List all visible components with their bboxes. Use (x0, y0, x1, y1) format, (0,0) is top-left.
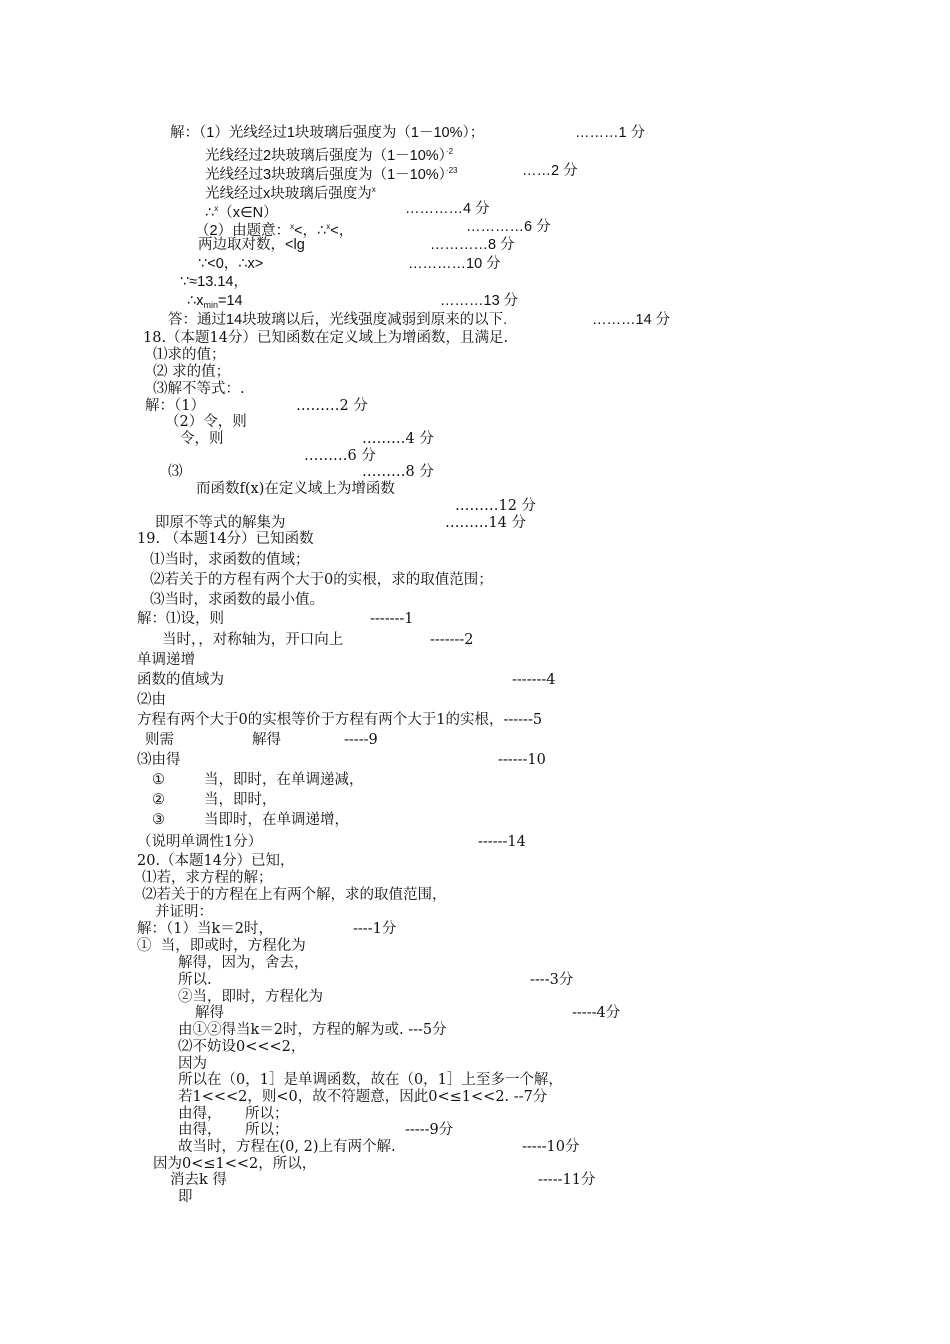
text-line: 由①②得当k＝2时，方程的解为或. ---5分 (178, 1022, 447, 1038)
text-line: 由得， (178, 1106, 222, 1122)
text-line: ⑶当时，求函数的最小值。 (150, 592, 324, 608)
text-line: ⑶解不等式：. (153, 381, 245, 397)
score-marker: -----10分 (522, 1139, 580, 1155)
text-line: 两边取对数，<lg (198, 237, 305, 253)
text-line: 解得，因为，舍去， (178, 955, 309, 971)
text-line: 答：通过14块玻璃以后，光线强度减弱到原来的以下. (168, 312, 508, 328)
text-line: $\therefore x_{min}=14$ (187, 293, 243, 310)
score-marker: …………10 分 (408, 256, 501, 272)
score-marker: ------10 (498, 752, 546, 768)
text-line: 解：（1）光线经过1块玻璃后强度为（1－10%）； (170, 125, 485, 141)
text-line: 函数的值域为 (137, 672, 224, 688)
score-marker: ………14 分 (445, 515, 527, 531)
text-line: ⑶由得 (137, 752, 181, 768)
text-line: 令，则 (180, 431, 224, 447)
text-line: 当即时，在单调递增， (204, 812, 349, 828)
score-marker: -----9分 (405, 1122, 454, 1138)
score-marker: ………13 分 (440, 293, 519, 309)
text-line: ②当，即时，方程化为 (178, 989, 323, 1005)
text-line: 并证明： (155, 904, 213, 920)
text-line: ⑵若关于的方程在上有两个解，求的取值范围， (142, 887, 447, 903)
text-line: 所以. (178, 972, 212, 988)
score-marker: …………6 分 (466, 219, 551, 235)
list-marker: ① (152, 772, 165, 788)
score-marker: -------1 (370, 611, 414, 627)
score-marker: ………2 分 (296, 398, 368, 414)
score-marker: ………4 分 (362, 431, 434, 447)
score-marker: ------14 (478, 834, 526, 850)
text-line: 所以； (245, 1122, 289, 1138)
text-line: 解得 (195, 1005, 224, 1021)
text-line: 解得 (252, 732, 281, 748)
score-marker: …………4 分 (405, 201, 490, 217)
score-marker: …………8 分 (430, 237, 515, 253)
text-line: ⑴当时，求函数的值域； (150, 552, 310, 568)
score-marker: -----4分 (572, 1005, 621, 1021)
text-line: 若1<<<2，则<0，故不符题意，因此0<≤1<<2. --7分 (178, 1089, 548, 1105)
score-marker: ………8 分 (362, 464, 434, 480)
score-marker: ……2 分 (522, 163, 578, 179)
text-line: 当，即时， (204, 792, 277, 808)
score-marker: -----9 (344, 732, 378, 748)
text-line: 当，即时，在单调递减， (204, 772, 364, 788)
text-line: 所以； (245, 1106, 289, 1122)
text-line: ∵≈13.14， (180, 274, 248, 290)
text-line: 即 (178, 1189, 193, 1205)
text-line: ⑵由 (137, 692, 166, 708)
text-line: 因为 (178, 1056, 207, 1072)
score-marker: -------2 (430, 632, 474, 648)
text-line: ⑵若关于的方程有两个大于0的实根，求的取值范围； (150, 572, 493, 588)
text-line: 而函数f(x)在定义域上为增函数 (196, 481, 395, 497)
score-marker: -----11分 (538, 1172, 596, 1188)
score-marker: ………6 分 (304, 448, 376, 464)
score-marker: ----3分 (530, 972, 574, 988)
text-line: （2）令，则 (165, 414, 247, 430)
text-line: ⑵不妨设0<<<2， (178, 1039, 306, 1055)
list-marker: ③ (152, 812, 165, 828)
text-line: 因为0<≤1<<2，所以， (153, 1156, 317, 1172)
text-line: 单调递增 (137, 652, 195, 668)
text-line: 则需 (145, 732, 174, 748)
text-line: ① 当，即或时，方程化为 (137, 938, 306, 954)
text-line: 所以在（0，1］是单调函数，故在（0，1］上至多一个解， (178, 1072, 563, 1088)
text-line: 方程有两个大于0的实根等价于方程有两个大于1的实根，------5 (137, 712, 543, 728)
text-line: ⑵ 求的值； (153, 364, 231, 380)
problem-heading: 18.（本题14分）已知函数在定义域上为增函数，且满足. (143, 330, 509, 346)
text-line: ∵<0，∴x> (198, 256, 264, 272)
problem-heading: 20.（本题14分）已知， (137, 853, 295, 869)
score-marker: ----1分 (353, 921, 397, 937)
text-line: 解：⑴设，则 (137, 611, 224, 627)
text-line: 光线经过3块玻璃后强度为$(1-10\%)^{\cdot 23}$ (205, 166, 458, 183)
text-line: ⑴求的值； (153, 347, 226, 363)
text-line: 当时，，对称轴为，开口向上 (162, 632, 344, 648)
text-line: 解：（1） (145, 398, 205, 414)
text-line: ∴$^x$（x∈N） (205, 204, 278, 221)
score-marker: ………14 分 (592, 312, 671, 328)
score-marker: ………12 分 (455, 498, 537, 514)
text-line: 消去k 得 (170, 1172, 227, 1188)
text-line: （2）由题意：$^x$<，∴$^x$<， (195, 222, 354, 239)
text-line: 故当时，方程在(0, 2)上有两个解. (178, 1139, 396, 1155)
list-marker: ② (152, 792, 165, 808)
text-line: 由得， (178, 1122, 222, 1138)
text-line: ⑶ (168, 464, 183, 480)
text-line: 解：（1）当k＝2时， (137, 921, 273, 937)
text-line: （说明单调性1分） (137, 834, 263, 850)
problem-heading: 19. （本题14分）已知函数 (137, 531, 314, 547)
text-line: 光线经过x块玻璃后强度为$^x$ (205, 185, 376, 202)
text-line: 光线经过2块玻璃后强度为$(1-10\%)^{\cdot 2}$ (205, 147, 454, 164)
score-marker: ………1 分 (575, 125, 646, 141)
text-line: 即原不等式的解集为 (155, 515, 286, 531)
text-line: ⑴若，求方程的解； (142, 870, 273, 886)
score-marker: -------4 (512, 672, 556, 688)
